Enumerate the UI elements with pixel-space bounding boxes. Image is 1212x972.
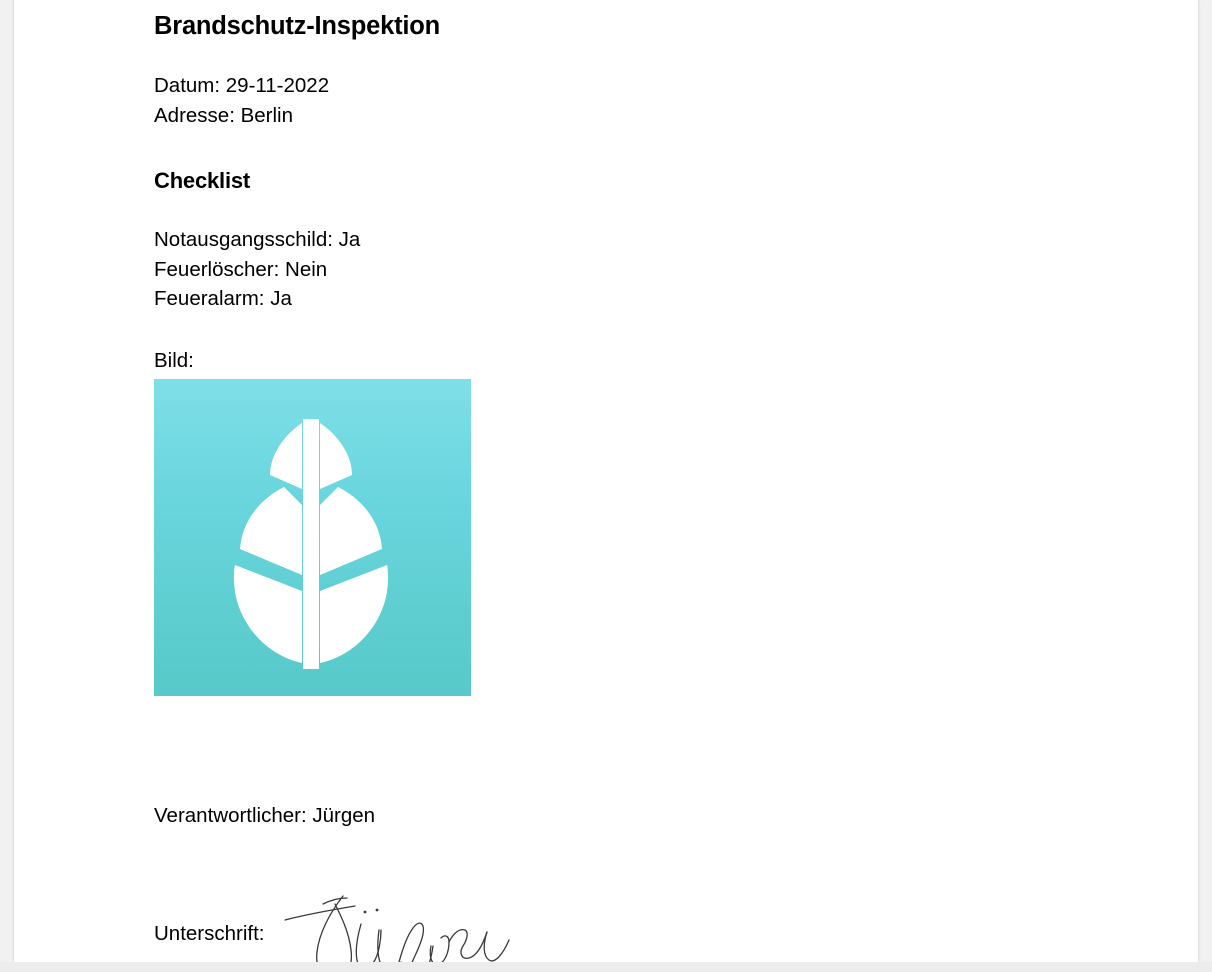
checklist-item-fire-extinguisher: Feuerlöscher: Nein — [154, 257, 328, 281]
document-content — [154, 0, 1054, 962]
leaf-icon — [154, 379, 471, 696]
checklist-item-fire-alarm: Feueralarm: Ja — [154, 287, 292, 310]
signature-row — [154, 898, 1054, 963]
checklist-heading: Checklist — [154, 168, 251, 193]
signature-label: Unterschrift: — [154, 921, 265, 945]
image-label: Bild: — [154, 348, 194, 372]
inspection-photo — [154, 379, 471, 696]
checklist-item-emergency-exit-sign: Notausgangsschild: Ja — [154, 228, 361, 251]
inspection-address: Adresse: Berlin — [154, 103, 294, 127]
signature-image — [283, 890, 513, 963]
inspection-date: Datum: 29-11-2022 — [154, 74, 330, 97]
document-meta — [154, 71, 1054, 130]
responsible-person: Verantwortlicher: Jürgen — [154, 803, 376, 827]
bottom-edge — [0, 962, 1212, 972]
checklist-items — [154, 225, 1054, 314]
handwritten-signature-icon — [283, 890, 513, 963]
page-title: Brandschutz-Inspektion — [154, 12, 441, 40]
document-page — [14, 0, 1198, 962]
